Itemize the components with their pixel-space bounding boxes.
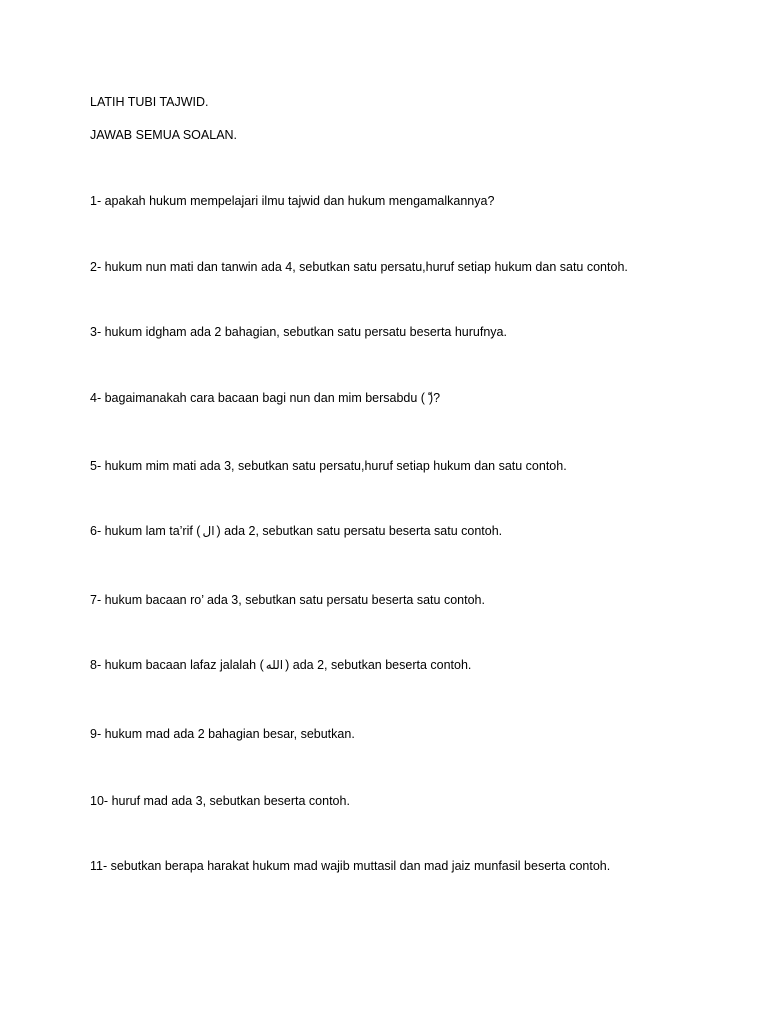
question-number: 8- (90, 658, 102, 672)
question-11 (90, 858, 610, 874)
question-number: 7- (90, 593, 102, 607)
question-text-after: ) ada 2, sebutkan satu persatu beserta satu contoh. (216, 524, 503, 538)
question-number: 10- (90, 794, 109, 808)
question-text: huruf mad ada 3, sebutkan beserta contoh. (111, 794, 350, 808)
question-number: 2- (90, 260, 102, 274)
question-1 (90, 193, 494, 209)
question-number: 1- (90, 194, 102, 208)
question-8 (90, 657, 471, 673)
question-number: 6- (90, 524, 102, 538)
question-number: 11- (90, 859, 108, 873)
question-5 (90, 458, 567, 474)
question-3 (90, 324, 507, 340)
question-text-before: hukum bacaan lafaz jalalah ( (104, 658, 264, 672)
question-7 (90, 592, 485, 608)
question-text-after: )? (428, 391, 441, 405)
arabic-lafaz-jalalah: الله (265, 658, 284, 672)
question-9 (90, 726, 355, 742)
document-instruction: JAWAB SEMUA SOALAN. (90, 128, 238, 142)
question-number: 9- (90, 727, 102, 741)
question-number: 4- (90, 391, 102, 405)
question-text: apakah hukum mempelajari ilmu tajwid dan hukum mengamalkannya? (104, 194, 495, 208)
question-text: hukum idgham ada 2 bahagian, sebutkan satu persatu beserta hurufnya. (104, 325, 507, 339)
document-title: LATIH TUBI TAJWID. (90, 95, 209, 109)
question-text: hukum mim mati ada 3, sebutkan satu persatu,huruf setiap hukum dan satu contoh. (104, 459, 567, 473)
question-6 (90, 523, 502, 539)
question-10 (90, 793, 350, 809)
question-number: 5- (90, 459, 102, 473)
question-text-after: ) ada 2, sebutkan beserta contoh. (285, 658, 472, 672)
question-text: hukum bacaan ro’ ada 3, sebutkan satu persatu beserta satu contoh. (104, 593, 485, 607)
question-text: hukum mad ada 2 bahagian besar, sebutkan. (104, 727, 355, 741)
arabic-lam-tarif: ال (202, 524, 215, 538)
question-2 (90, 259, 628, 275)
question-text: hukum nun mati dan tanwin ada 4, sebutkan satu persatu,huruf setiap hukum dan satu contoh. (104, 260, 628, 274)
question-4 (90, 390, 440, 406)
question-number: 3- (90, 325, 102, 339)
question-text: sebutkan berapa harakat hukum mad wajib muttasil dan mad jaiz munfasil beserta contoh. (110, 859, 611, 873)
question-text-before: hukum lam ta’rif ( (104, 524, 201, 538)
question-text-before: bagaimanakah cara bacaan bagi nun dan mim bersabdu ( (104, 391, 425, 405)
